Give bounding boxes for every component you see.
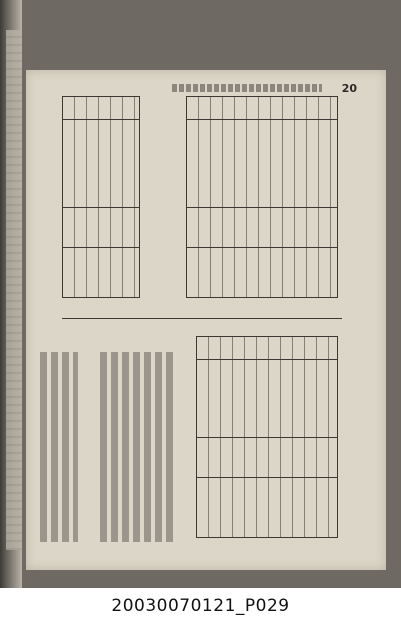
prose-block-1	[100, 352, 176, 542]
running-head-text	[172, 84, 322, 92]
page-number: 20	[341, 82, 357, 95]
prose-block-2	[40, 352, 78, 542]
image-filename-caption: 20030070121_P029	[111, 596, 290, 616]
table-top-right	[186, 96, 338, 298]
table-bottom-right	[196, 336, 338, 538]
section-divider	[62, 318, 342, 319]
previous-page-edge	[6, 30, 22, 550]
table-top-left	[62, 96, 140, 298]
